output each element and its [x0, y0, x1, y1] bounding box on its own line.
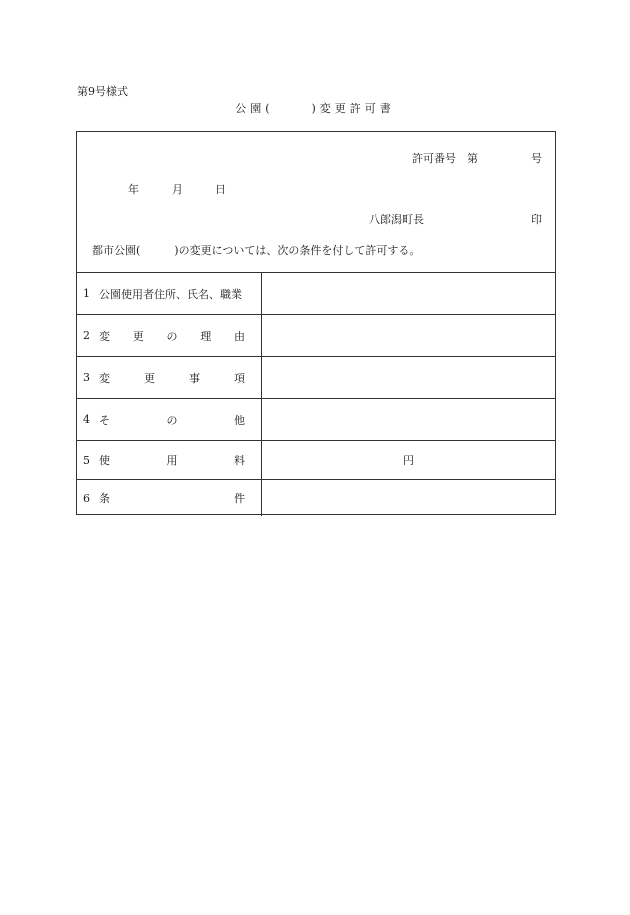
row-label-cell: [77, 315, 262, 356]
row-label-char: そ: [99, 413, 110, 427]
row-label-cell: [77, 357, 262, 398]
row-value-cell[interactable]: [262, 441, 555, 479]
row-value-cell[interactable]: [262, 273, 555, 314]
row-value-cell[interactable]: [262, 399, 555, 440]
row-label: 公園使用者住所、氏名、職業: [99, 287, 242, 301]
issuer-name: 八郎潟町長: [369, 213, 424, 226]
row-label-cell: [77, 399, 262, 440]
row-label-char: 変: [99, 329, 110, 343]
form-rows: [77, 272, 555, 516]
row-value-cell[interactable]: [262, 480, 555, 516]
date-month: 月: [172, 183, 183, 196]
date-year: 年: [128, 183, 139, 196]
row-number: 5: [83, 453, 90, 467]
row-label-cell: [77, 480, 262, 516]
table-row: [77, 314, 555, 356]
row-number: 6: [83, 491, 90, 505]
row-value-cell[interactable]: [262, 357, 555, 398]
form-code: 第9号様式: [77, 85, 128, 98]
statement-after: )の変更については、次の条件を付して許可する。: [174, 244, 421, 257]
row-label-char: 変: [99, 371, 110, 385]
row-label-char: 件: [234, 492, 245, 505]
row-label: [99, 412, 245, 428]
row-value: 円: [403, 454, 414, 467]
row-label-char: 条: [99, 492, 110, 505]
row-label-char: 更: [144, 371, 155, 385]
row-label-char: 理: [200, 329, 212, 343]
date-day: 日: [215, 183, 226, 196]
row-label: [99, 452, 245, 468]
permit-form: [76, 131, 556, 515]
table-row: [77, 440, 555, 479]
document-title: [0, 100, 630, 116]
row-label-char: の: [166, 329, 178, 343]
issuer-seal: 印: [531, 213, 542, 226]
row-number: 2: [83, 329, 90, 342]
row-number: 3: [83, 371, 90, 384]
form-header: [77, 132, 555, 272]
permit-number-go: 号: [531, 152, 542, 165]
row-label-char: 使: [99, 454, 110, 467]
row-label-char: 他: [234, 413, 245, 427]
table-row: [77, 356, 555, 398]
row-label-char: 事: [189, 371, 200, 385]
row-label-cell: [77, 441, 262, 479]
row-number: 4: [83, 413, 90, 426]
title-left: 公園(: [235, 102, 274, 115]
row-label-char: の: [166, 413, 178, 427]
table-row: [77, 272, 555, 314]
permit-number-dai: 第: [467, 152, 478, 165]
row-number: 1: [83, 287, 90, 300]
permit-number-label: 許可番号: [412, 152, 456, 165]
statement-before: 都市公園(: [92, 244, 141, 257]
row-label-char: 項: [234, 371, 245, 385]
permit-statement: [92, 242, 420, 258]
title-right: )変更許可書: [311, 102, 395, 115]
row-label-char: 用: [166, 454, 178, 467]
row-label: [99, 328, 245, 344]
row-label-char: 更: [132, 329, 144, 343]
row-value-cell[interactable]: [262, 315, 555, 356]
row-label-char: 由: [234, 329, 245, 343]
row-label: [99, 490, 245, 506]
row-label-cell: [77, 273, 262, 314]
row-label-char: 料: [234, 454, 245, 467]
table-row: [77, 479, 555, 516]
row-label: [99, 370, 245, 386]
table-row: [77, 398, 555, 440]
